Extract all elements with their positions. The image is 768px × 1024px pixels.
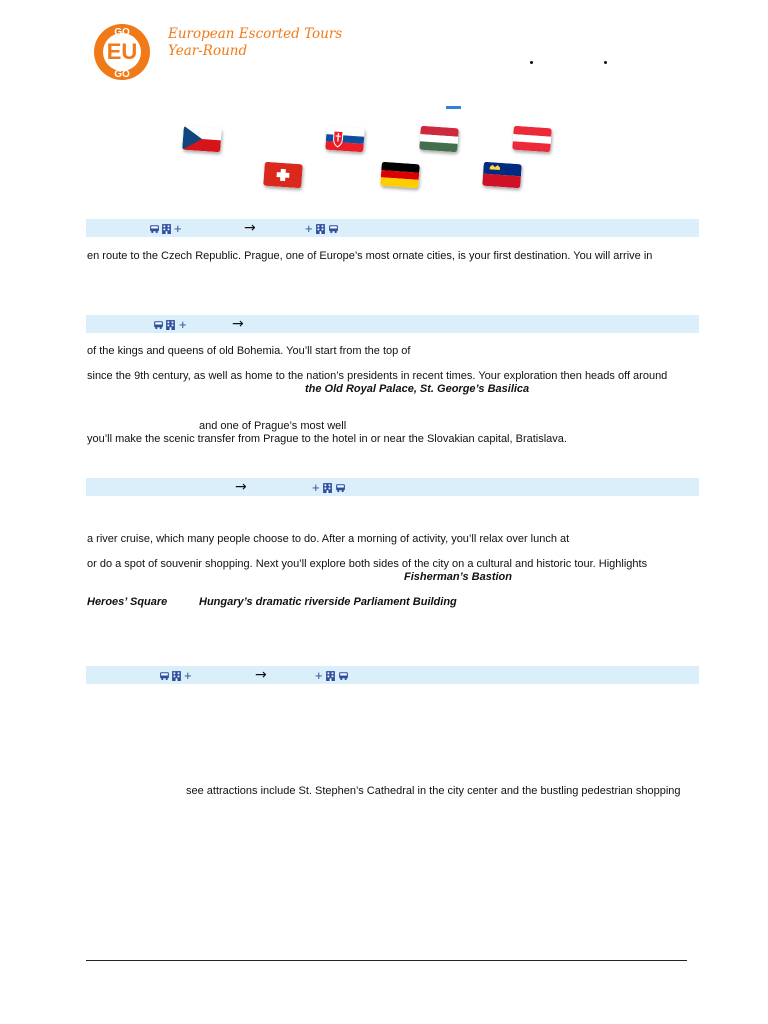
brand-tagline [168,26,342,60]
arrow-icon: → [244,220,256,236]
bus-icon [338,666,349,684]
tagline-line-1: European Escorted Tours [168,26,343,42]
day-4-header-bar [86,666,699,684]
day-1-header-bar [86,219,699,237]
day-3-text-2: or do a spot of souvenir shopping. Next you’ll explore both sides of the city on a cultural and historic tour. Highlights [87,558,648,570]
hotel-icon [325,666,336,684]
day-3-highlight-1: Fisherman’s Bastion [404,571,512,583]
bus-icon [159,666,170,684]
arrow-icon: → [255,667,267,683]
tagline-line-2: Year-Round [168,43,248,59]
day-2-text-2: since the 9th century, as well as home to the nation’s presidents in recent times. Your exploration then heads off around [87,370,668,382]
slovakia-flag-icon [325,126,365,153]
day-3-header-bar [86,478,699,496]
bus-icon [328,219,339,237]
day-2-text-1: of the kings and queens of old Bohemia. You’ll start from the top of [87,345,411,357]
hotel-icon [171,666,182,684]
austria-flag-icon [512,126,552,153]
plus-icon: + [312,479,320,495]
gogo-eu-logo [86,22,158,82]
bus-icon [335,478,346,496]
logo-text-top: GO [114,27,130,38]
hotel-icon [165,315,176,333]
arrow-icon: → [235,479,247,495]
switzerland-flag-icon [263,162,303,189]
logo-text-mid: EU [106,39,138,64]
logo-graphic [86,22,158,82]
day-2-text-4: you’ll make the scenic transfer from Prague to the hotel in or near the Slovakian capital, Bratislava. [87,433,567,445]
plus-icon: + [179,316,187,332]
plus-icon: + [305,220,313,236]
day-2-highlight: the Old Royal Palace, St. George’s Basilica [305,383,530,395]
day-3-highlight-2: Heroes’ Square [87,596,168,608]
footer-divider [86,960,687,961]
plus-icon: + [315,667,323,683]
header-dot [604,61,607,64]
hotel-icon [315,219,326,237]
accent-dash [446,106,461,109]
plus-icon: + [184,667,192,683]
hotel-icon [161,219,172,237]
plus-icon: + [174,220,182,236]
day-2-header-bar [86,315,699,333]
header-dot [530,61,533,64]
logo-text-bot: GO [114,69,130,80]
hotel-icon [322,478,333,496]
arrow-icon: → [232,316,244,332]
day-3-text-1: a river cruise, which many people choose to do. After a morning of activity, you’ll relax over lunch at [87,533,570,545]
day-1-text: en route to the Czech Republic. Prague, one of Europe’s most ornate cities, is your first destination. You will arrive in [87,250,653,262]
liechtenstein-flag-icon [482,162,522,189]
day-2-text-3: and one of Prague’s most well [199,420,347,432]
czech-flag-icon [182,126,222,153]
bus-icon [149,219,160,237]
day-3-highlight-3: Hungary’s dramatic riverside Parliament Building [199,596,457,608]
hungary-flag-icon [419,126,459,153]
germany-flag-icon [380,162,420,189]
bus-icon [153,315,164,333]
day-4-text: see attractions include St. Stephen’s Cathedral in the city center and the bustling pedestrian shopping [186,785,681,797]
